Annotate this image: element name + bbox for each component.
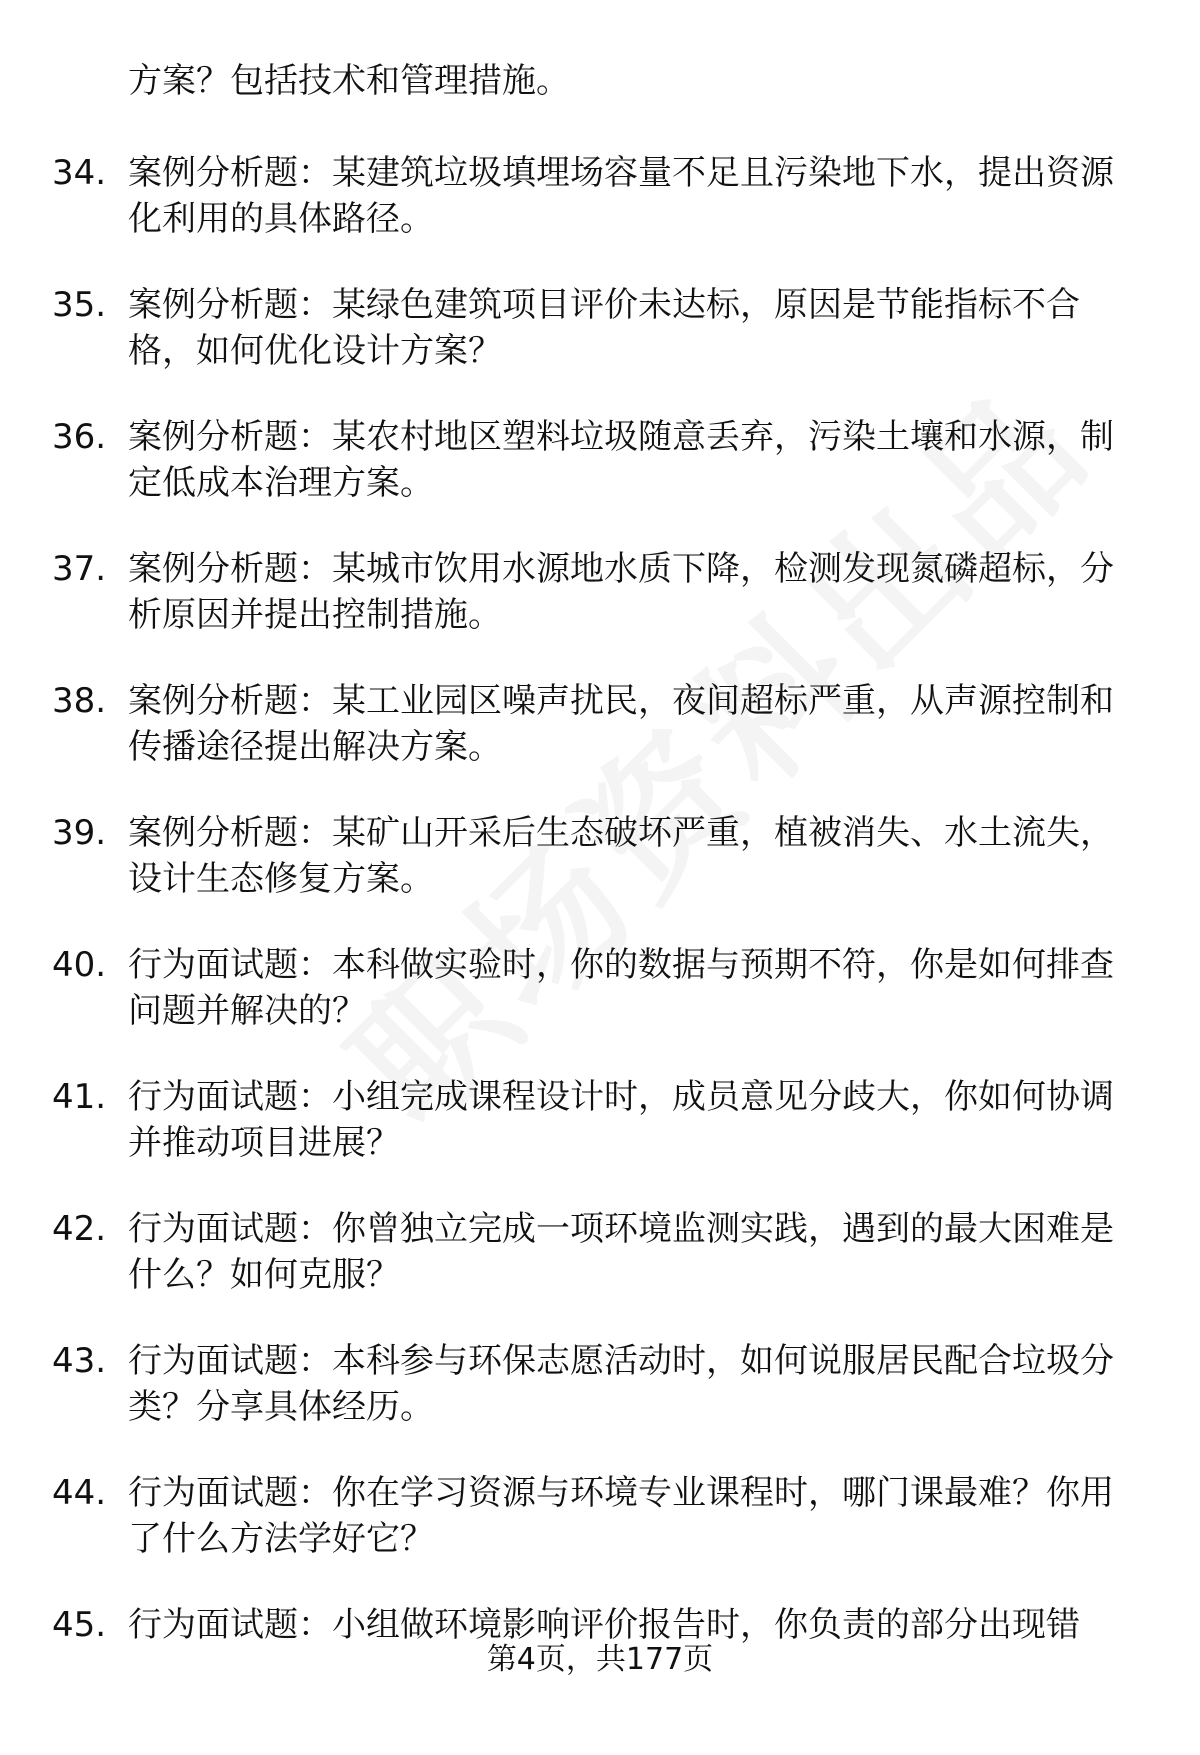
- continuation-text: 方案？包括技术和管理措施。: [128, 61, 570, 101]
- question-number: 39.: [52, 813, 107, 853]
- list-item: [0, 1054, 1200, 1186]
- question-number: 38.: [52, 681, 107, 721]
- list-item: [0, 922, 1200, 1054]
- question-number: 41.: [52, 1077, 107, 1117]
- question-number: 44.: [52, 1473, 107, 1513]
- question-text: 行为面试题：小组做环境影响评价报告时，你负责的部分出现错: [128, 1605, 1080, 1645]
- question-number: 35.: [52, 285, 107, 325]
- question-list: [0, 130, 1200, 1714]
- list-item: [0, 1450, 1200, 1582]
- question-text: 案例分析题：某城市饮用水源地水质下降，检测发现氮磷超标，分析原因并提出控制措施。: [128, 549, 1114, 635]
- list-item: [0, 1186, 1200, 1318]
- question-number: 40.: [52, 945, 107, 985]
- list-item: [0, 262, 1200, 394]
- list-item: [0, 790, 1200, 922]
- list-item: [0, 394, 1200, 526]
- list-item: [0, 1318, 1200, 1450]
- question-number: 42.: [52, 1209, 107, 1249]
- question-text: 行为面试题：本科参与环保志愿活动时，如何说服居民配合垃圾分类？分享具体经历。: [128, 1341, 1114, 1427]
- question-text: 案例分析题：某农村地区塑料垃圾随意丢弃，污染土壤和水源，制定低成本治理方案。: [128, 417, 1114, 503]
- question-text: 行为面试题：你在学习资源与环境专业课程时，哪门课最难？你用了什么方法学好它？: [128, 1473, 1114, 1559]
- question-number: 34.: [52, 153, 107, 193]
- list-item: [0, 526, 1200, 658]
- question-number: 43.: [52, 1341, 107, 1381]
- question-text: 案例分析题：某矿山开采后生态破坏严重，植被消失、水土流失，设计生态修复方案。: [128, 813, 1114, 899]
- question-text: 案例分析题：某工业园区噪声扰民，夜间超标严重，从声源控制和传播途径提出解决方案。: [128, 681, 1114, 767]
- question-text: 案例分析题：某绿色建筑项目评价未达标，原因是节能指标不合格，如何优化设计方案？: [128, 285, 1080, 371]
- question-text: 行为面试题：本科做实验时，你的数据与预期不符，你是如何排查问题并解决的？: [128, 945, 1114, 1031]
- list-item: [0, 130, 1200, 262]
- question-text: 行为面试题：小组完成课程设计时，成员意见分歧大，你如何协调并推动项目进展？: [128, 1077, 1114, 1163]
- question-number: 45.: [52, 1605, 107, 1645]
- page-footer: 第4页，共177页: [486, 1642, 714, 1677]
- question-number: 36.: [52, 417, 107, 457]
- question-text: 行为面试题：你曾独立完成一项环境监测实践，遇到的最大困难是什么？如何克服？: [128, 1209, 1114, 1295]
- question-number: 37.: [52, 549, 107, 589]
- list-item: [0, 658, 1200, 790]
- question-text: 案例分析题：某建筑垃圾填埋场容量不足且污染地下水，提出资源化利用的具体路径。: [128, 153, 1114, 239]
